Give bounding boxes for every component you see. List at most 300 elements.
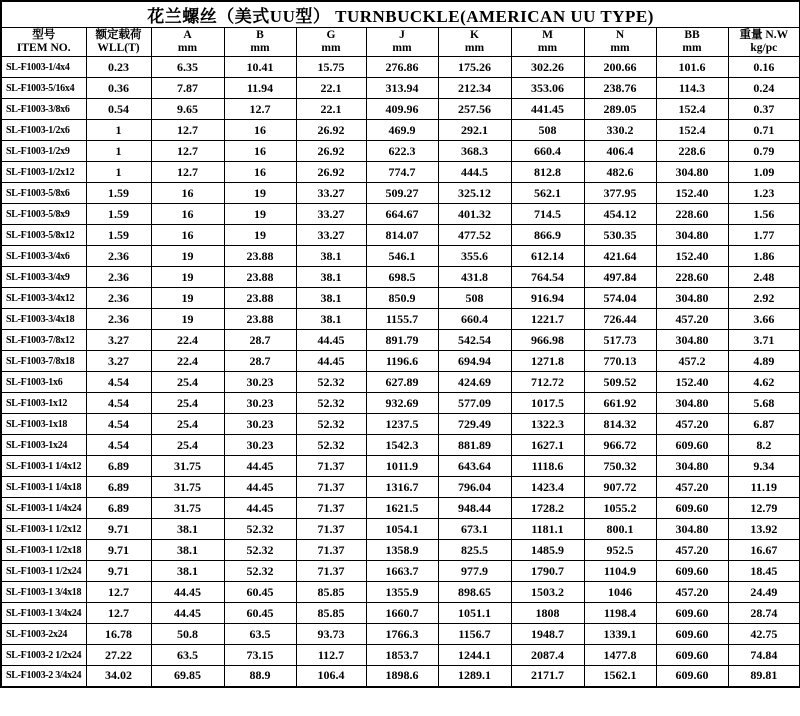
value-cell: 28.7 [224, 330, 296, 351]
value-cell: 73.15 [224, 645, 296, 666]
column-header-B [224, 28, 296, 57]
value-cell: 6.35 [151, 57, 224, 78]
item-no-cell: SL-F1003-3/4x18 [1, 309, 86, 330]
value-cell: 3.27 [86, 330, 151, 351]
value-cell: 1316.7 [366, 477, 438, 498]
value-cell: 238.76 [584, 78, 656, 99]
value-cell: 304.80 [656, 519, 728, 540]
item-no-cell: SL-F1003-5/8x6 [1, 183, 86, 204]
value-cell: 2.92 [728, 288, 800, 309]
column-header-line2: WLL(T) [97, 42, 140, 54]
table-row [1, 246, 800, 267]
value-cell: 726.44 [584, 309, 656, 330]
table-row [1, 666, 800, 687]
value-cell: 1 [86, 120, 151, 141]
value-cell: 2.36 [86, 309, 151, 330]
value-cell: 898.65 [438, 582, 511, 603]
value-cell: 30.23 [224, 372, 296, 393]
value-cell: 11.19 [728, 477, 800, 498]
value-cell: 9.71 [86, 519, 151, 540]
value-cell: 1503.2 [511, 582, 584, 603]
table-row [1, 330, 800, 351]
column-header-line2: mm [537, 42, 558, 54]
item-no-cell: SL-F1003-1x6 [1, 372, 86, 393]
value-cell: 1156.7 [438, 624, 511, 645]
value-cell: 814.32 [584, 414, 656, 435]
value-cell: 1355.9 [366, 582, 438, 603]
value-cell: 304.80 [656, 456, 728, 477]
table-row [1, 477, 800, 498]
value-cell: 26.92 [296, 141, 366, 162]
value-cell: 1.77 [728, 225, 800, 246]
value-cell: 431.8 [438, 267, 511, 288]
value-cell: 825.5 [438, 540, 511, 561]
table-row [1, 498, 800, 519]
value-cell: 38.1 [296, 267, 366, 288]
column-header-N [584, 28, 656, 57]
column-header-line2: mm [464, 42, 485, 54]
item-no-cell: SL-F1003-1/2x12 [1, 162, 86, 183]
value-cell: 7.87 [151, 78, 224, 99]
value-cell: 907.72 [584, 477, 656, 498]
table-row [1, 288, 800, 309]
value-cell: 9.65 [151, 99, 224, 120]
value-cell: 101.6 [656, 57, 728, 78]
value-cell: 26.92 [296, 162, 366, 183]
value-cell: 34.02 [86, 666, 151, 687]
value-cell: 1181.1 [511, 519, 584, 540]
item-no-cell: SL-F1003-1 1/2x18 [1, 540, 86, 561]
value-cell: 1485.9 [511, 540, 584, 561]
value-cell: 457.20 [656, 477, 728, 498]
value-cell: 497.84 [584, 267, 656, 288]
value-cell: 424.69 [438, 372, 511, 393]
value-cell: 508 [438, 288, 511, 309]
value-cell: 814.07 [366, 225, 438, 246]
value-cell: 421.64 [584, 246, 656, 267]
value-cell: 4.54 [86, 393, 151, 414]
value-cell: 673.1 [438, 519, 511, 540]
value-cell: 12.7 [224, 99, 296, 120]
value-cell: 71.37 [296, 540, 366, 561]
value-cell: 9.34 [728, 456, 800, 477]
value-cell: 627.89 [366, 372, 438, 393]
value-cell: 6.89 [86, 477, 151, 498]
table-body [1, 57, 800, 687]
value-cell: 401.32 [438, 204, 511, 225]
value-cell: 52.32 [296, 435, 366, 456]
value-cell: 2.48 [728, 267, 800, 288]
column-header-line1: G [326, 29, 336, 41]
value-cell: 1104.9 [584, 561, 656, 582]
value-cell: 546.1 [366, 246, 438, 267]
value-cell: 729.49 [438, 414, 511, 435]
column-header-line2: kg/pc [750, 42, 778, 54]
value-cell: 8.2 [728, 435, 800, 456]
value-cell: 63.5 [151, 645, 224, 666]
value-cell: 609.60 [656, 498, 728, 519]
value-cell: 622.3 [366, 141, 438, 162]
value-cell: 1621.5 [366, 498, 438, 519]
column-header-line2: mm [610, 42, 630, 54]
value-cell: 330.2 [584, 120, 656, 141]
item-no-cell: SL-F1003-7/8x12 [1, 330, 86, 351]
item-no-cell: SL-F1003-1 1/2x24 [1, 561, 86, 582]
value-cell: 1948.7 [511, 624, 584, 645]
value-cell: 19 [224, 225, 296, 246]
value-cell: 9.71 [86, 540, 151, 561]
value-cell: 1790.7 [511, 561, 584, 582]
value-cell: 23.88 [224, 309, 296, 330]
value-cell: 1627.1 [511, 435, 584, 456]
value-cell: 89.81 [728, 666, 800, 687]
value-cell: 44.45 [151, 603, 224, 624]
value-cell: 30.23 [224, 393, 296, 414]
column-header-line1: N [615, 29, 625, 41]
column-header-line1: 重量 N.W [739, 29, 789, 41]
value-cell: 1051.1 [438, 603, 511, 624]
item-no-cell: SL-F1003-3/4x6 [1, 246, 86, 267]
value-cell: 1542.3 [366, 435, 438, 456]
value-cell: 2.36 [86, 288, 151, 309]
item-no-cell: SL-F1003-5/8x9 [1, 204, 86, 225]
value-cell: 457.20 [656, 540, 728, 561]
item-no-cell: SL-F1003-1 3/4x24 [1, 603, 86, 624]
value-cell: 52.32 [224, 561, 296, 582]
column-header-line1: 型号 [32, 29, 56, 41]
value-cell: 482.6 [584, 162, 656, 183]
value-cell: 966.72 [584, 435, 656, 456]
value-cell: 6.87 [728, 414, 800, 435]
value-cell: 212.34 [438, 78, 511, 99]
value-cell: 19 [224, 183, 296, 204]
value-cell: 44.45 [151, 582, 224, 603]
value-cell: 0.79 [728, 141, 800, 162]
value-cell: 6.89 [86, 456, 151, 477]
value-cell: 609.60 [656, 624, 728, 645]
value-cell: 16.67 [728, 540, 800, 561]
value-cell: 12.7 [86, 582, 151, 603]
value-cell: 69.85 [151, 666, 224, 687]
value-cell: 916.94 [511, 288, 584, 309]
value-cell: 508 [511, 120, 584, 141]
value-cell: 25.4 [151, 393, 224, 414]
value-cell: 60.45 [224, 603, 296, 624]
column-header-line2: mm [682, 42, 702, 54]
value-cell: 22.4 [151, 351, 224, 372]
value-cell: 44.45 [224, 498, 296, 519]
item-no-cell: SL-F1003-1 1/4x18 [1, 477, 86, 498]
item-no-cell: SL-F1003-5/8x12 [1, 225, 86, 246]
column-header-line2: ITEM NO. [16, 42, 71, 54]
value-cell: 1.86 [728, 246, 800, 267]
value-cell: 71.37 [296, 519, 366, 540]
value-cell: 850.9 [366, 288, 438, 309]
item-no-cell: SL-F1003-5/16x4 [1, 78, 86, 99]
table-row [1, 414, 800, 435]
item-no-cell: SL-F1003-1/2x9 [1, 141, 86, 162]
value-cell: 1.59 [86, 225, 151, 246]
value-cell: 660.4 [438, 309, 511, 330]
value-cell: 457.20 [656, 414, 728, 435]
item-no-cell: SL-F1003-1/2x6 [1, 120, 86, 141]
value-cell: 28.7 [224, 351, 296, 372]
value-cell: 292.1 [438, 120, 511, 141]
value-cell: 353.06 [511, 78, 584, 99]
value-cell: 85.85 [296, 603, 366, 624]
value-cell: 409.96 [366, 99, 438, 120]
value-cell: 0.36 [86, 78, 151, 99]
value-cell: 574.04 [584, 288, 656, 309]
value-cell: 304.80 [656, 225, 728, 246]
value-cell: 304.80 [656, 393, 728, 414]
value-cell: 44.45 [224, 456, 296, 477]
value-cell: 38.1 [151, 561, 224, 582]
value-cell: 530.35 [584, 225, 656, 246]
table-row [1, 57, 800, 78]
table-row [1, 645, 800, 666]
table-row [1, 99, 800, 120]
value-cell: 966.98 [511, 330, 584, 351]
value-cell: 1055.2 [584, 498, 656, 519]
value-cell: 881.89 [438, 435, 511, 456]
value-cell: 302.26 [511, 57, 584, 78]
value-cell: 698.5 [366, 267, 438, 288]
item-no-cell: SL-F1003-1x12 [1, 393, 86, 414]
value-cell: 63.5 [224, 624, 296, 645]
item-no-cell: SL-F1003-2x24 [1, 624, 86, 645]
value-cell: 276.86 [366, 57, 438, 78]
value-cell: 0.37 [728, 99, 800, 120]
item-no-cell: SL-F1003-1x24 [1, 435, 86, 456]
table-row [1, 561, 800, 582]
value-cell: 2.36 [86, 246, 151, 267]
table-row [1, 582, 800, 603]
value-cell: 1118.6 [511, 456, 584, 477]
value-cell: 30.23 [224, 435, 296, 456]
value-cell: 52.32 [296, 414, 366, 435]
value-cell: 52.32 [296, 393, 366, 414]
table-row [1, 162, 800, 183]
column-header-line1: B [256, 29, 264, 41]
value-cell: 764.54 [511, 267, 584, 288]
value-cell: 152.4 [656, 120, 728, 141]
value-cell: 18.45 [728, 561, 800, 582]
value-cell: 27.22 [86, 645, 151, 666]
value-cell: 712.72 [511, 372, 584, 393]
column-header-K [438, 28, 511, 57]
table-row [1, 456, 800, 477]
item-no-cell: SL-F1003-1/4x4 [1, 57, 86, 78]
value-cell: 16 [224, 162, 296, 183]
value-cell: 770.13 [584, 351, 656, 372]
value-cell: 152.40 [656, 183, 728, 204]
value-cell: 228.60 [656, 204, 728, 225]
value-cell: 1663.7 [366, 561, 438, 582]
table-title: 花兰螺丝（美式UU型） TURNBUCKLE(AMERICAN UU TYPE) [1, 1, 800, 28]
column-header-line1: A [183, 29, 192, 41]
value-cell: 19 [151, 288, 224, 309]
value-cell: 3.27 [86, 351, 151, 372]
value-cell: 1358.9 [366, 540, 438, 561]
value-cell: 0.71 [728, 120, 800, 141]
column-header-line2: mm [321, 42, 341, 54]
value-cell: 750.32 [584, 456, 656, 477]
value-cell: 16 [151, 204, 224, 225]
value-cell: 200.66 [584, 57, 656, 78]
value-cell: 800.1 [584, 519, 656, 540]
value-cell: 16 [151, 225, 224, 246]
header-row [1, 28, 800, 57]
table-row [1, 225, 800, 246]
value-cell: 50.8 [151, 624, 224, 645]
value-cell: 1196.6 [366, 351, 438, 372]
value-cell: 4.54 [86, 414, 151, 435]
value-cell: 1.23 [728, 183, 800, 204]
value-cell: 509.52 [584, 372, 656, 393]
value-cell: 562.1 [511, 183, 584, 204]
value-cell: 71.37 [296, 498, 366, 519]
table-row [1, 78, 800, 99]
column-header-BB [656, 28, 728, 57]
item-no-cell: SL-F1003-3/4x9 [1, 267, 86, 288]
item-no-cell: SL-F1003-1 1/4x12 [1, 456, 86, 477]
table-row [1, 372, 800, 393]
item-no-cell: SL-F1003-2 3/4x24 [1, 666, 86, 687]
value-cell: 74.84 [728, 645, 800, 666]
table-row [1, 183, 800, 204]
column-header-line1: 额定载荷 [95, 29, 142, 41]
value-cell: 60.45 [224, 582, 296, 603]
value-cell: 1046 [584, 582, 656, 603]
title-row [1, 1, 800, 28]
value-cell: 1808 [511, 603, 584, 624]
column-header-line2: mm [392, 42, 412, 54]
value-cell: 31.75 [151, 456, 224, 477]
table-row [1, 141, 800, 162]
value-cell: 509.27 [366, 183, 438, 204]
value-cell: 22.4 [151, 330, 224, 351]
value-cell: 542.54 [438, 330, 511, 351]
value-cell: 891.79 [366, 330, 438, 351]
item-no-cell: SL-F1003-3/4x12 [1, 288, 86, 309]
value-cell: 52.32 [224, 519, 296, 540]
value-cell: 30.23 [224, 414, 296, 435]
value-cell: 85.85 [296, 582, 366, 603]
value-cell: 441.45 [511, 99, 584, 120]
value-cell: 93.73 [296, 624, 366, 645]
table-row [1, 624, 800, 645]
value-cell: 304.80 [656, 288, 728, 309]
value-cell: 25.4 [151, 435, 224, 456]
value-cell: 469.9 [366, 120, 438, 141]
value-cell: 13.92 [728, 519, 800, 540]
value-cell: 377.95 [584, 183, 656, 204]
value-cell: 1155.7 [366, 309, 438, 330]
item-no-cell: SL-F1003-2 1/2x24 [1, 645, 86, 666]
value-cell: 1054.1 [366, 519, 438, 540]
value-cell: 609.60 [656, 561, 728, 582]
value-cell: 313.94 [366, 78, 438, 99]
column-header-line2: mm [177, 42, 198, 54]
column-header-line2: mm [250, 42, 270, 54]
value-cell: 3.66 [728, 309, 800, 330]
value-cell: 11.94 [224, 78, 296, 99]
value-cell: 0.54 [86, 99, 151, 120]
value-cell: 948.44 [438, 498, 511, 519]
value-cell: 4.89 [728, 351, 800, 372]
value-cell: 52.32 [296, 372, 366, 393]
value-cell: 257.56 [438, 99, 511, 120]
value-cell: 15.75 [296, 57, 366, 78]
value-cell: 42.75 [728, 624, 800, 645]
item-no-cell: SL-F1003-1 1/2x12 [1, 519, 86, 540]
value-cell: 71.37 [296, 477, 366, 498]
value-cell: 71.37 [296, 561, 366, 582]
value-cell: 457.2 [656, 351, 728, 372]
value-cell: 22.1 [296, 99, 366, 120]
value-cell: 1.59 [86, 204, 151, 225]
value-cell: 304.80 [656, 330, 728, 351]
value-cell: 152.40 [656, 246, 728, 267]
value-cell: 19 [151, 267, 224, 288]
table-row [1, 519, 800, 540]
column-header-M [511, 28, 584, 57]
value-cell: 22.1 [296, 78, 366, 99]
value-cell: 694.94 [438, 351, 511, 372]
value-cell: 175.26 [438, 57, 511, 78]
value-cell: 26.92 [296, 120, 366, 141]
value-cell: 112.7 [296, 645, 366, 666]
value-cell: 1271.8 [511, 351, 584, 372]
value-cell: 1339.1 [584, 624, 656, 645]
value-cell: 952.5 [584, 540, 656, 561]
value-cell: 6.89 [86, 498, 151, 519]
column-header-line1: J [399, 29, 405, 41]
value-cell: 355.6 [438, 246, 511, 267]
value-cell: 304.80 [656, 162, 728, 183]
item-no-cell: SL-F1003-3/8x6 [1, 99, 86, 120]
value-cell: 12.7 [86, 603, 151, 624]
value-cell: 325.12 [438, 183, 511, 204]
value-cell: 228.60 [656, 267, 728, 288]
table-row [1, 204, 800, 225]
value-cell: 1423.4 [511, 477, 584, 498]
value-cell: 16.78 [86, 624, 151, 645]
value-cell: 23.88 [224, 288, 296, 309]
value-cell: 0.16 [728, 57, 800, 78]
value-cell: 23.88 [224, 267, 296, 288]
value-cell: 1322.3 [511, 414, 584, 435]
value-cell: 1244.1 [438, 645, 511, 666]
value-cell: 38.1 [296, 309, 366, 330]
value-cell: 4.54 [86, 435, 151, 456]
item-no-cell: SL-F1003-7/8x18 [1, 351, 86, 372]
value-cell: 152.40 [656, 372, 728, 393]
value-cell: 33.27 [296, 204, 366, 225]
table-row [1, 435, 800, 456]
column-header-J [366, 28, 438, 57]
value-cell: 609.60 [656, 666, 728, 687]
value-cell: 1.09 [728, 162, 800, 183]
value-cell: 0.24 [728, 78, 800, 99]
value-cell: 368.3 [438, 141, 511, 162]
column-header-item-no [1, 28, 86, 57]
table-row [1, 393, 800, 414]
value-cell: 12.79 [728, 498, 800, 519]
value-cell: 16 [151, 183, 224, 204]
value-cell: 1237.5 [366, 414, 438, 435]
